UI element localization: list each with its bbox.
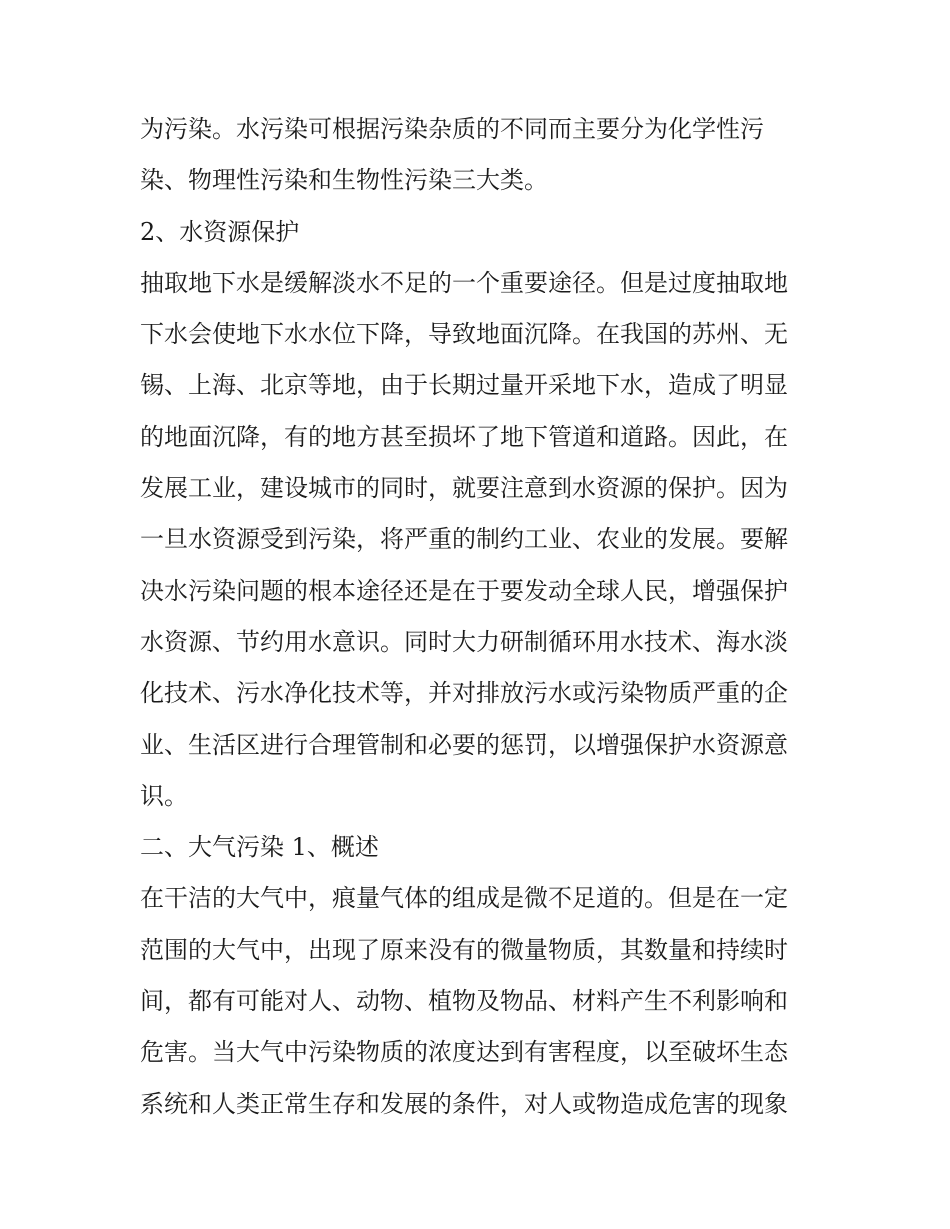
text-line: 下水会使地下水水位下降，导致地面沉降。在我国的苏州、无 [140,320,788,349]
body-text [140,104,820,1130]
text-line: 业、生活区进行合理管制和必要的惩罚，以增强保护水资源意 [140,730,788,759]
text-line: 间，都有可能对人、动物、植物及物品、材料产生不利影响和 [140,987,788,1016]
section-heading: 二、大气污染 1、概述 [140,833,379,862]
text-line: 锡、上海、北京等地，由于长期过量开采地下水，造成了明显 [140,371,788,400]
text-line: 危害。当大气中污染物质的浓度达到有害程度，以至破坏生态 [140,1038,788,1067]
text-line: 水资源、节约用水意识。同时大力研制循环用水技术、海水淡 [140,627,788,656]
text-line: 染、物理性污染和生物性污染三大类。 [140,166,548,195]
text-line: 化技术、污水净化技术等，并对排放污水或污染物质严重的企 [140,679,788,708]
text-line: 发展工业，建设城市的同时，就要注意到水资源的保护。因为 [140,474,788,503]
text-line: 抽取地下水是缓解淡水不足的一个重要途径。但是过度抽取地 [140,268,788,297]
section-heading: 2、水资源保护 [140,217,300,246]
text-line: 一旦水资源受到污染，将严重的制约工业、农业的发展。要解 [140,525,788,554]
text-line: 在干洁的大气中，痕量气体的组成是微不足道的。但是在一定 [140,884,788,913]
text-line: 系统和人类正常生存和发展的条件，对人或物造成危害的现象 [140,1089,788,1118]
text-line: 的地面沉降，有的地方甚至损坏了地下管道和道路。因此，在 [140,422,788,451]
text-line: 决水污染问题的根本途径还是在于要发动全球人民，增强保护 [140,576,788,605]
text-line: 范围的大气中，出现了原来没有的微量物质，其数量和持续时 [140,935,788,964]
text-line: 识。 [140,781,188,810]
text-line: 为污染。水污染可根据污染杂质的不同而主要分为化学性污 [140,115,764,143]
